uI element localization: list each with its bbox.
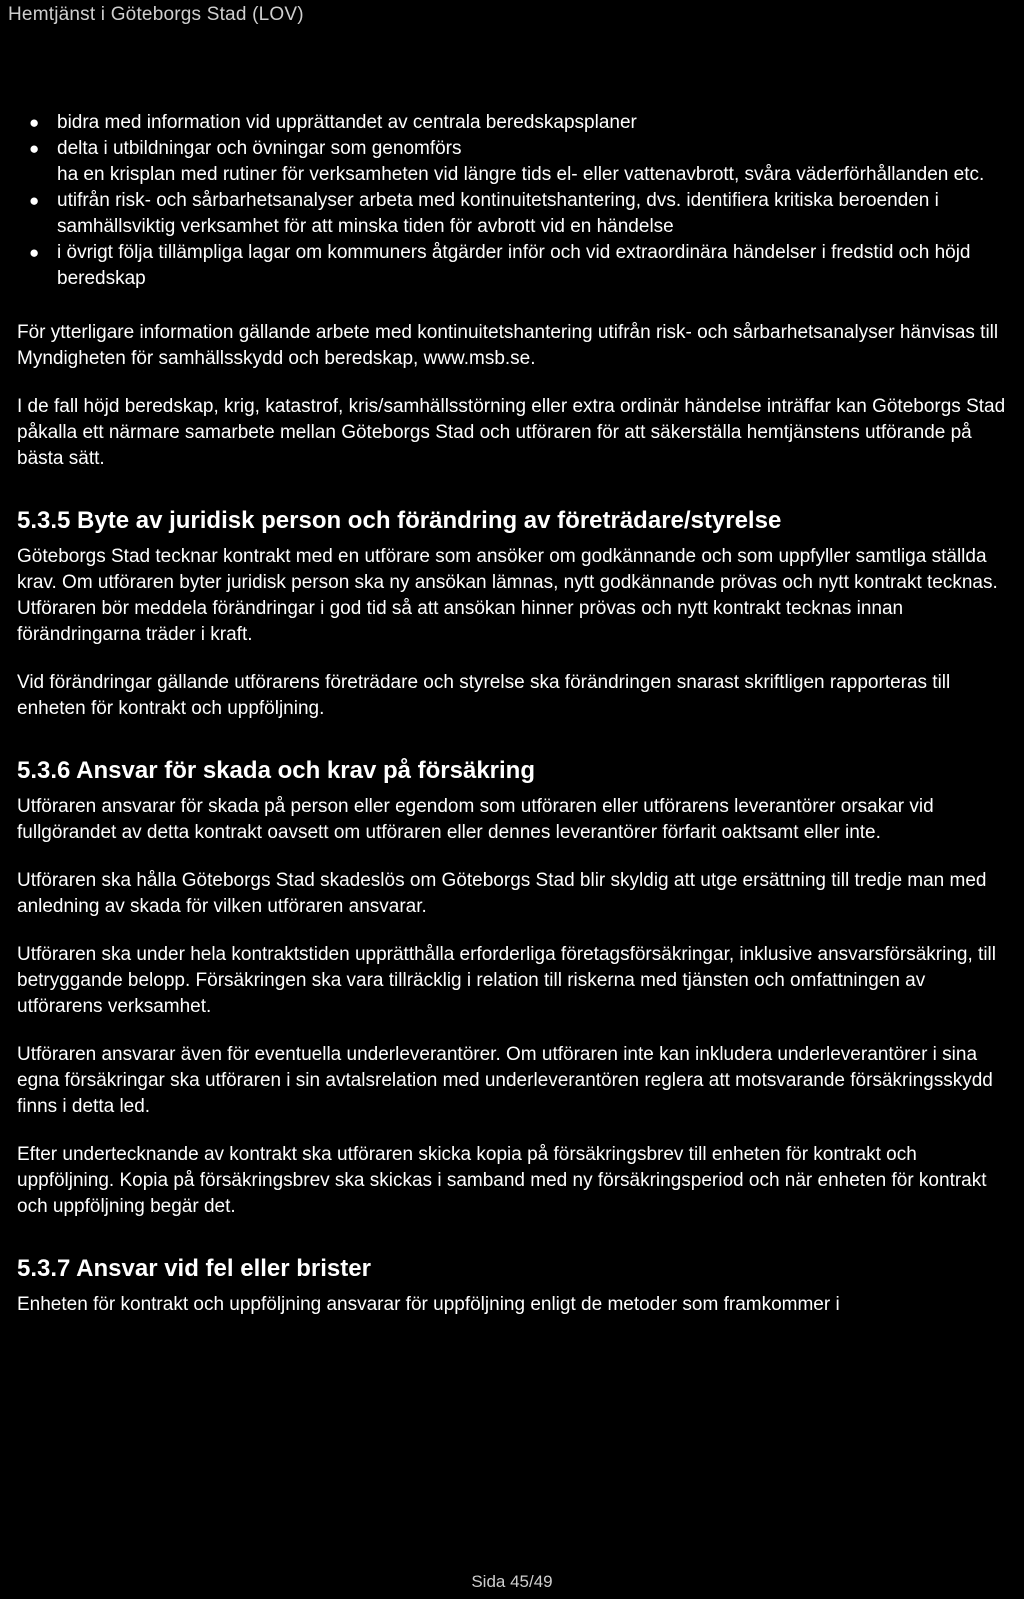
section-heading-5-3-6: 5.3.6 Ansvar för skada och krav på försäkring [17, 757, 536, 784]
section-heading-5-3-7: 5.3.7 Ansvar vid fel eller brister [17, 1255, 371, 1282]
bullet-list [17, 110, 1012, 292]
paragraph: För ytterligare information gällande arbete med kontinuitetshantering utifrån risk- och sårbarhetsanalyser hänvisas till Myndigheten för samhällsskydd och beredskap, www.msb.se. [17, 322, 999, 369]
list-item: ● i övrigt följa tillämpliga lagar om kommuners åtgärder inför och vid extraordinära händelser i fredstid och höjd beredskap [29, 242, 971, 289]
paragraph: Utföraren ska hålla Göteborgs Stad skadeslös om Göteborgs Stad blir skyldig att utge ersättning till tredje man med anledning av skada för vilken utföraren ansvarar. [17, 870, 987, 917]
bullet-icon: ● [29, 243, 40, 262]
section-heading-5-3-5: 5.3.5 Byte av juridisk person och förändring av företrädare/styrelse [17, 507, 782, 534]
page-header: Hemtjänst i Göteborgs Stad (LOV) [8, 4, 304, 25]
paragraph: I de fall höjd beredskap, krig, katastrof, kris/samhällsstörning eller extra ordinär händelse inträffar kan Göteborgs Stad påkalla ett närmare samarbete mellan Göteborgs Stad och utföraren för att säkerställa hemtjänstens utförande på bästa sätt. [17, 396, 1006, 469]
bullet-icon: ● [29, 139, 40, 158]
bullet-icon: ● [29, 113, 40, 132]
list-item-continuation: ha en krisplan med rutiner för verksamheten vid längre tids el- eller vattenavbrott, svåra väderförhållanden etc. [57, 164, 985, 185]
list-item: ● bidra med information vid upprättandet av centrala beredskapsplaner [17, 110, 1012, 136]
paragraph: Utföraren ska under hela kontraktstiden upprätthålla erforderliga företagsförsäkringar, inklusive ansvarsförsäkring, till betryggande belopp. Försäkringen ska vara tillräcklig i relation till riskerna med tjänsten och omfattningen av utförarens verksamhet. [17, 944, 996, 1017]
paragraph: Efter undertecknande av kontrakt ska utföraren skicka kopia på försäkringsbrev till enheten för kontrakt och uppföljning. Kopia på försäkringsbrev ska skickas i samband med ny försäkringsperiod och när enheten för kontrakt och uppföljning begär det. [17, 1144, 987, 1217]
list-item: ● delta i utbildningar och övningar som genomförs [17, 136, 1012, 162]
paragraph: Göteborgs Stad tecknar kontrakt med en utförare som ansöker om godkännande och som uppfyller samtliga ställda krav. Om utföraren byter juridisk person ska ny ansökan lämnas, nytt godkännande prövas och nytt kontrakt tecknas. Utföraren bör meddela förändringar i god tid så att ansökan hinner prövas och nytt kontrakt tecknas innan förändringarna träder i kraft. [17, 546, 998, 645]
document-body [17, 110, 1012, 1318]
paragraph: Utföraren ansvarar för skada på person eller egendom som utföraren eller utförarens leverantörer orsakar vid fullgörandet av detta kontrakt oavsett om utföraren eller dennes leverantörer förfarit oaktsamt eller inte. [17, 796, 934, 843]
paragraph: Utföraren ansvarar även för eventuella underleverantörer. Om utföraren inte kan inkludera underleverantörer i sina egna försäkringar ska utföraren i sin avtalsrelation med underleverantören reglera att motsvarande försäkringsskydd finns i detta led. [17, 1044, 993, 1117]
paragraph: Enheten för kontrakt och uppföljning ansvarar för uppföljning enligt de metoder som framkommer i [17, 1294, 840, 1315]
bullet-icon: ● [29, 191, 40, 210]
page-number: Sida 45/49 [471, 1572, 553, 1591]
list-item: ● utifrån risk- och sårbarhetsanalyser arbeta med kontinuitetshantering, dvs. identifiera kritiska beroenden i samhällsviktig verksamhet för att minska tiden för avbrott vid en händelse [29, 190, 939, 237]
paragraph: Vid förändringar gällande utförarens företrädare och styrelse ska förändringen snarast skriftligen rapporteras till enheten för kontrakt och uppföljning. [17, 672, 951, 719]
